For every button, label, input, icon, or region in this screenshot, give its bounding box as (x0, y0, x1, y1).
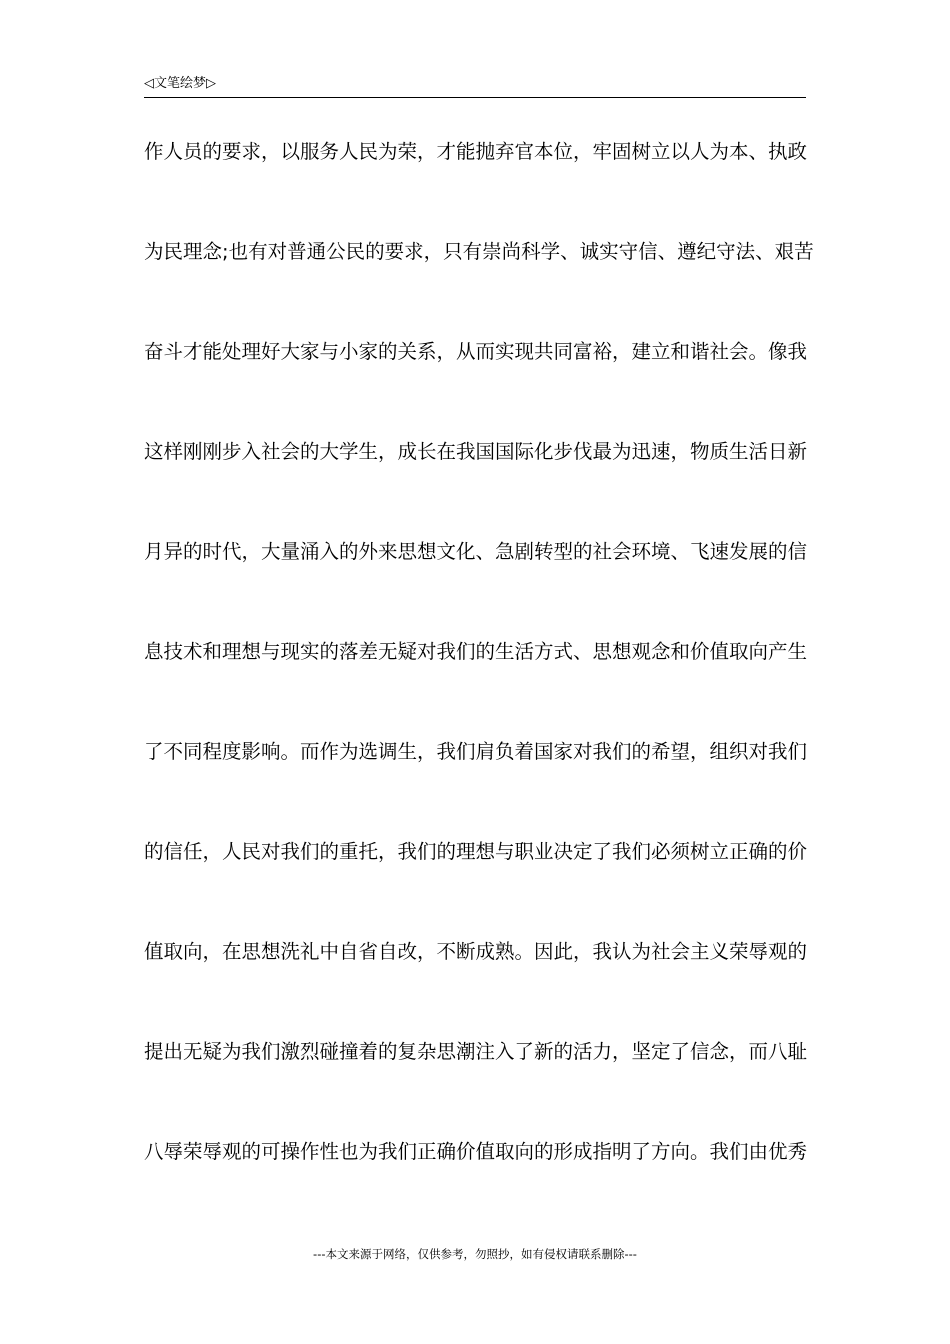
body-line-9: 值取向，在思想洗礼中自省自改，不断成熟。因此，我认为社会主义荣辱观的 (144, 940, 808, 963)
header-divider (144, 97, 806, 98)
body-line-10: 提出无疑为我们激烈碰撞着的复杂思潮注入了新的活力，坚定了信念，而八耻 (144, 1040, 808, 1063)
page-header (144, 74, 806, 98)
body-line-4: 这样刚刚步入社会的大学生，成长在我国国际化步伐最为迅速，物质生活日新 (144, 440, 808, 463)
document-body (144, 132, 814, 1232)
body-line-1: 作人员的要求，以服务人民为荣，才能抛弃官本位，牢固树立以人为本、执政 (144, 140, 808, 163)
body-line-8: 的信任，人民对我们的重托，我们的理想与职业决定了我们必须树立正确的价 (144, 840, 808, 863)
body-line-11: 八辱荣辱观的可操作性也为我们正确价值取向的形成指明了方向。我们由优秀 (144, 1140, 808, 1163)
body-line-2: 为民理念;也有对普通公民的要求，只有崇尚科学、诚实守信、遵纪守法、艰苦 (144, 240, 814, 263)
body-line-7: 了不同程度影响。而作为选调生，我们肩负着国家对我们的希望，组织对我们 (144, 740, 808, 763)
body-line-6: 息技术和理想与现实的落差无疑对我们的生活方式、思想观念和价值取向产生 (144, 640, 808, 663)
page-footer: ---本文来源于网络，仅供参考，勿照抄，如有侵权请联系删除--- (313, 1247, 637, 1261)
body-line-5: 月异的时代，大量涌入的外来思想文化、急剧转型的社会环境、飞速发展的信 (144, 540, 808, 563)
header-title: ◁文笔绘梦▷ (144, 76, 216, 91)
body-line-3: 奋斗才能处理好大家与小家的关系，从而实现共同富裕，建立和谐社会。像我 (144, 340, 808, 363)
